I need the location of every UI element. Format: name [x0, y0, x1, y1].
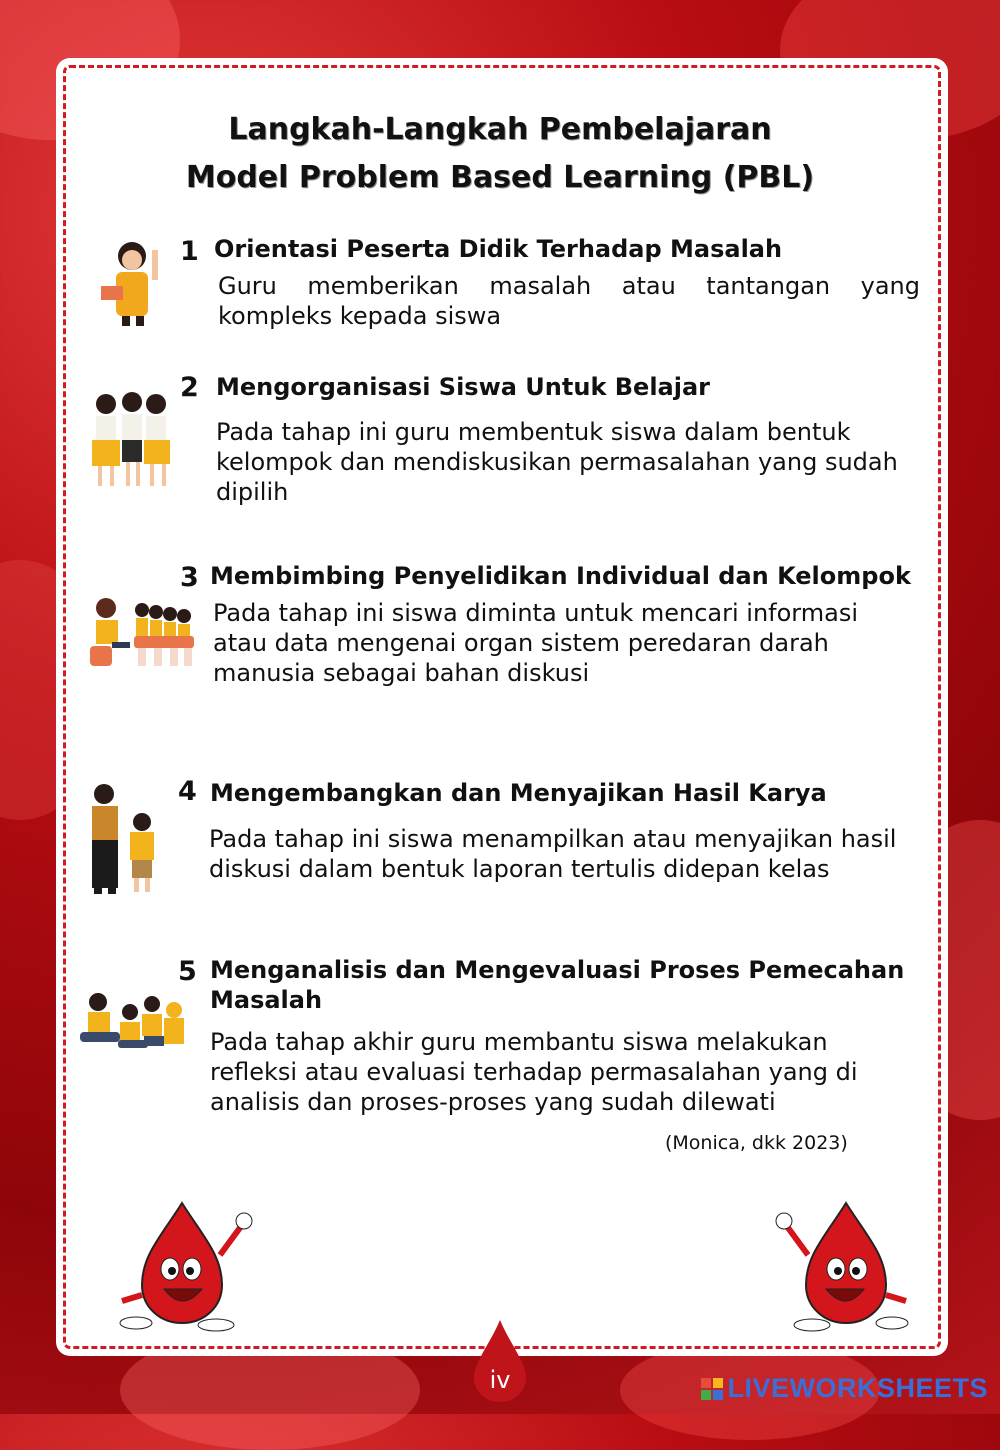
brand-label: LIVEWORKSHEETS: [727, 1373, 988, 1403]
liveworksheets-brand[interactable]: [701, 1373, 988, 1404]
step-number: 4: [178, 776, 197, 807]
teacher-and-student-icon: [84, 782, 164, 898]
teacher-pointing-icon: [96, 236, 180, 328]
page-title-line2: Model Problem Based Learning (PBL): [185, 160, 815, 195]
page-title-line1: Langkah-Langkah Pembelajaran: [228, 112, 772, 147]
step-number: 3: [180, 562, 199, 593]
step-body: Pada tahap ini guru membentuk siswa dalam bentuk kelompok dan mendiskusikan permasalahan yang sudah dipilih: [216, 418, 898, 506]
step-number: 1: [180, 236, 199, 267]
citation: (Monica, dkk 2023): [665, 1132, 848, 1154]
step-body: Pada tahap akhir guru membantu siswa melakukan refleksi atau evaluasi terhadap permasalahan yang di analisis dan proses-proses yang sudah dilewati: [210, 1028, 858, 1116]
step-number: 5: [178, 956, 197, 987]
blood-drop-mascot-left-icon: [112, 1195, 258, 1335]
blood-drop-mascot-right-icon: [770, 1195, 916, 1335]
page-number: iv: [489, 1366, 511, 1394]
students-group-icon: [84, 388, 180, 492]
teacher-with-class-icon: [86, 596, 196, 672]
step-body: Guru memberikan masalah atau tantangan yang kompleks kepada siswa: [218, 272, 920, 330]
step-heading: Membimbing Penyelidikan Individual dan Kelompok: [210, 562, 911, 590]
step-heading: Orientasi Peserta Didik Terhadap Masalah: [214, 235, 783, 263]
students-discussing-icon: [78, 990, 190, 1056]
step-body: Pada tahap ini siswa diminta untuk mencari informasi atau data mengenai organ sistem peredaran darah manusia sebagai bahan diskusi: [213, 599, 858, 687]
step-heading: Menganalisis dan Mengevaluasi Proses Pemecahan Masalah: [210, 956, 905, 1014]
step-heading: Mengorganisasi Siswa Untuk Belajar: [216, 373, 711, 401]
step-number: 2: [180, 372, 199, 403]
step-heading: Mengembangkan dan Menyajikan Hasil Karya: [210, 779, 827, 807]
step-body: Pada tahap ini siswa menampilkan atau menyajikan hasil diskusi dalam bentuk laporan tertulis didepan kelas: [209, 825, 897, 883]
liveworksheets-logo-icon: [701, 1378, 723, 1400]
